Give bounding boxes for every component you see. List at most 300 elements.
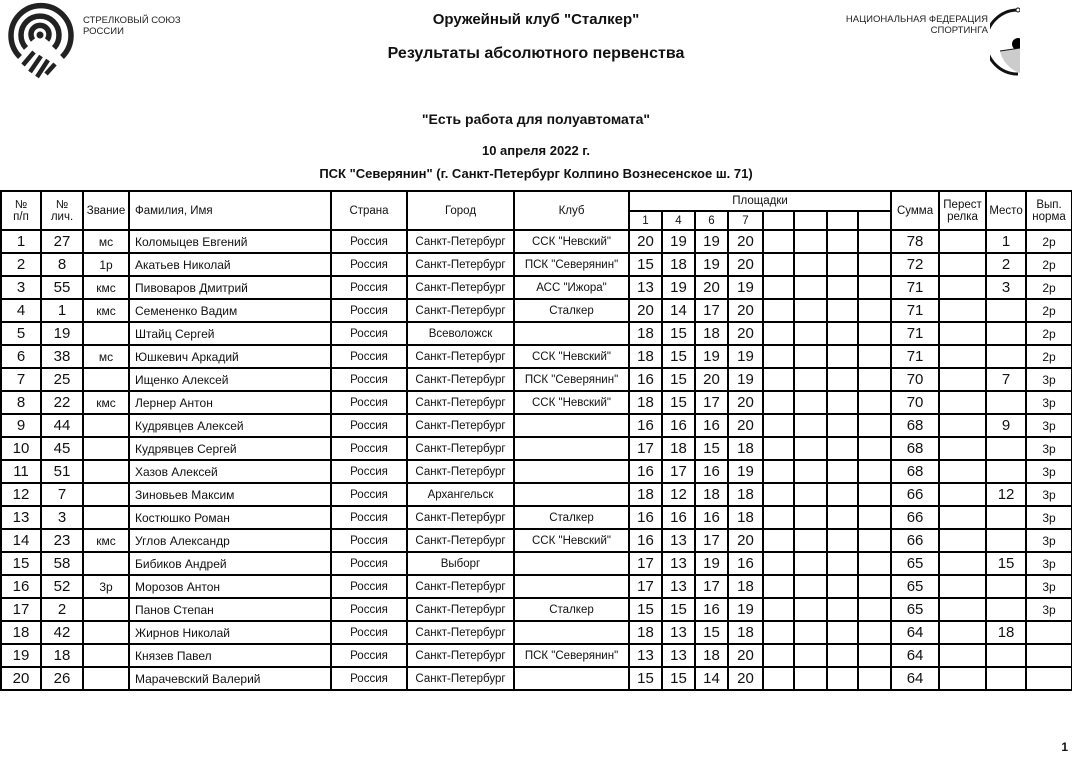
station-1-score: 16 [629, 506, 662, 529]
shootoff [939, 460, 986, 483]
station-empty [858, 253, 891, 276]
total-score: 72 [891, 253, 939, 276]
event-date: 10 апреля 2022 г. [481, 143, 591, 158]
rank: кмс [83, 391, 129, 414]
city: Санкт-Петербург [407, 368, 514, 391]
shootoff [939, 644, 986, 667]
norm-achieved: 3р [1026, 414, 1072, 437]
table-row [1, 667, 1072, 690]
shootoff [939, 299, 986, 322]
city: Санкт-Петербург [407, 598, 514, 621]
station-4-score: 16 [662, 506, 695, 529]
station-empty [827, 276, 858, 299]
row-num: 19 [1, 644, 41, 667]
station-7-score: 20 [728, 299, 763, 322]
table-row [1, 299, 1072, 322]
country: Россия [331, 667, 407, 690]
station-empty [763, 506, 794, 529]
col-shootoff-header [939, 191, 986, 230]
table-row [1, 414, 1072, 437]
station-7-score: 16 [728, 552, 763, 575]
shootoff [939, 575, 986, 598]
shootoff [939, 230, 986, 253]
rank [83, 368, 129, 391]
col-place-header: Место [986, 191, 1026, 230]
place [986, 598, 1026, 621]
station-empty [858, 644, 891, 667]
club: ССК "Невский" [514, 391, 629, 414]
station-empty [858, 552, 891, 575]
country: Россия [331, 483, 407, 506]
org-right-line1: НАЦИОНАЛЬНАЯ ФЕДЕРАЦИЯ [845, 14, 988, 25]
shootoff [939, 368, 986, 391]
station-6-score: 19 [695, 230, 728, 253]
participant-id: 25 [41, 368, 83, 391]
org-left-line2: РОССИИ [83, 26, 124, 37]
place [986, 460, 1026, 483]
country: Россия [331, 598, 407, 621]
shootoff [939, 437, 986, 460]
participant-id: 23 [41, 529, 83, 552]
country: Россия [331, 230, 407, 253]
total-score: 64 [891, 667, 939, 690]
col-rank-header: Звание [83, 191, 129, 230]
city: Всеволожск [407, 322, 514, 345]
participant-name: Кудрявцев Сергей [129, 437, 331, 460]
rank [83, 322, 129, 345]
norm-achieved: 3р [1026, 529, 1072, 552]
station-empty [827, 437, 858, 460]
club [514, 575, 629, 598]
col-norm-line2: норма [1032, 210, 1066, 223]
city: Санкт-Петербург [407, 230, 514, 253]
station-empty [763, 299, 794, 322]
place: 2 [986, 253, 1026, 276]
station-empty [763, 391, 794, 414]
col-stations-header: Площадки [629, 191, 891, 211]
country: Россия [331, 299, 407, 322]
station-6-score: 18 [695, 644, 728, 667]
station-empty [794, 276, 827, 299]
rank: кмс [83, 299, 129, 322]
rank: 1р [83, 253, 129, 276]
participant-name: Коломыцев Евгений [129, 230, 331, 253]
station-empty [794, 621, 827, 644]
station-empty [763, 483, 794, 506]
station-6-score: 20 [695, 276, 728, 299]
participant-id: 27 [41, 230, 83, 253]
station-1-score: 20 [629, 230, 662, 253]
station-empty [858, 621, 891, 644]
station-4-score: 13 [662, 644, 695, 667]
station-empty [763, 230, 794, 253]
place: 3 [986, 276, 1026, 299]
station-empty [794, 575, 827, 598]
place [986, 506, 1026, 529]
station-empty [763, 345, 794, 368]
col-norm-line1: Вып. [1036, 198, 1062, 211]
station-4-score: 16 [662, 414, 695, 437]
station-6-score: 14 [695, 667, 728, 690]
station-7-score: 19 [728, 368, 763, 391]
station-empty [763, 598, 794, 621]
station-label: 6 [695, 211, 728, 230]
rank: мс [83, 345, 129, 368]
station-label [763, 211, 794, 230]
station-1-score: 17 [629, 575, 662, 598]
club: Сталкер [514, 598, 629, 621]
station-1-score: 13 [629, 276, 662, 299]
club-title: Оружейный клуб "Сталкер" [432, 11, 640, 28]
rank [83, 644, 129, 667]
station-empty [858, 322, 891, 345]
station-empty [763, 253, 794, 276]
station-1-score: 18 [629, 391, 662, 414]
station-7-score: 20 [728, 644, 763, 667]
station-4-score: 15 [662, 345, 695, 368]
club: АСС "Ижора" [514, 276, 629, 299]
country: Россия [331, 414, 407, 437]
station-4-score: 14 [662, 299, 695, 322]
country: Россия [331, 621, 407, 644]
station-empty [794, 552, 827, 575]
rank [83, 437, 129, 460]
station-empty [763, 276, 794, 299]
station-empty [763, 368, 794, 391]
station-4-score: 15 [662, 322, 695, 345]
event-name: "Есть работа для полуавтомата" [421, 111, 651, 127]
table-row [1, 575, 1072, 598]
club: Сталкер [514, 299, 629, 322]
country: Россия [331, 253, 407, 276]
station-empty [794, 368, 827, 391]
participant-id: 2 [41, 598, 83, 621]
station-empty [827, 598, 858, 621]
station-1-score: 18 [629, 322, 662, 345]
norm-achieved: 2р [1026, 322, 1072, 345]
total-score: 68 [891, 437, 939, 460]
participant-name: Ищенко Алексей [129, 368, 331, 391]
station-empty [763, 529, 794, 552]
participant-id: 7 [41, 483, 83, 506]
city: Архангельск [407, 483, 514, 506]
station-4-score: 18 [662, 437, 695, 460]
station-6-score: 16 [695, 460, 728, 483]
norm-achieved: 3р [1026, 575, 1072, 598]
shootoff [939, 414, 986, 437]
shootoff [939, 529, 986, 552]
total-score: 65 [891, 598, 939, 621]
station-label: 7 [728, 211, 763, 230]
org-right-line2: СПОРТИНГА [930, 25, 988, 36]
station-empty [858, 460, 891, 483]
station-empty [794, 391, 827, 414]
club [514, 460, 629, 483]
station-4-score: 13 [662, 529, 695, 552]
club [514, 621, 629, 644]
place [986, 644, 1026, 667]
station-4-score: 15 [662, 368, 695, 391]
place [986, 667, 1026, 690]
station-empty [858, 506, 891, 529]
table-row [1, 276, 1072, 299]
station-4-score: 13 [662, 621, 695, 644]
station-4-score: 12 [662, 483, 695, 506]
participant-name: Юшкевич Аркадий [129, 345, 331, 368]
station-empty [858, 230, 891, 253]
norm-achieved: 2р [1026, 230, 1072, 253]
station-7-score: 20 [728, 414, 763, 437]
station-empty [763, 575, 794, 598]
participant-id: 51 [41, 460, 83, 483]
col-city-header: Город [407, 191, 514, 230]
participant-id: 45 [41, 437, 83, 460]
participant-id: 19 [41, 322, 83, 345]
station-empty [763, 437, 794, 460]
station-1-score: 17 [629, 552, 662, 575]
country: Россия [331, 322, 407, 345]
station-empty [827, 345, 858, 368]
norm-achieved: 3р [1026, 598, 1072, 621]
station-1-score: 16 [629, 529, 662, 552]
total-score: 71 [891, 299, 939, 322]
col-id-line2: лич. [50, 210, 74, 223]
country: Россия [331, 506, 407, 529]
total-score: 68 [891, 414, 939, 437]
col-shootoff-line1: Перест [943, 198, 982, 211]
col-club-header: Клуб [514, 191, 629, 230]
row-num: 3 [1, 276, 41, 299]
total-score: 65 [891, 552, 939, 575]
rank [83, 483, 129, 506]
org-left-line1: СТРЕЛКОВЫЙ СОЮЗ [83, 15, 181, 26]
station-7-score: 19 [728, 460, 763, 483]
station-7-score: 19 [728, 276, 763, 299]
club: ПСК "Северянин" [514, 368, 629, 391]
station-7-score: 18 [728, 437, 763, 460]
col-num-line1: № [14, 198, 28, 211]
club [514, 437, 629, 460]
total-score: 71 [891, 276, 939, 299]
total-score: 71 [891, 345, 939, 368]
norm-achieved: 2р [1026, 345, 1072, 368]
city: Санкт-Петербург [407, 276, 514, 299]
rank [83, 460, 129, 483]
station-empty [858, 368, 891, 391]
station-empty [794, 598, 827, 621]
station-7-score: 20 [728, 322, 763, 345]
city: Санкт-Петербург [407, 345, 514, 368]
station-6-score: 16 [695, 598, 728, 621]
club: ССК "Невский" [514, 529, 629, 552]
participant-id: 58 [41, 552, 83, 575]
station-4-score: 13 [662, 552, 695, 575]
station-6-score: 20 [695, 368, 728, 391]
row-num: 9 [1, 414, 41, 437]
row-num: 12 [1, 483, 41, 506]
shootoff [939, 506, 986, 529]
station-1-score: 15 [629, 598, 662, 621]
total-score: 64 [891, 621, 939, 644]
shootoff [939, 276, 986, 299]
row-num: 11 [1, 460, 41, 483]
station-6-score: 18 [695, 483, 728, 506]
shootoff [939, 667, 986, 690]
country: Россия [331, 276, 407, 299]
participant-id: 44 [41, 414, 83, 437]
participant-name: Пивоваров Дмитрий [129, 276, 331, 299]
header-row [1, 191, 1072, 211]
station-empty [794, 253, 827, 276]
station-7-score: 18 [728, 621, 763, 644]
participant-name: Штайц Сергей [129, 322, 331, 345]
row-num: 7 [1, 368, 41, 391]
club [514, 414, 629, 437]
station-4-score: 18 [662, 253, 695, 276]
shootoff [939, 621, 986, 644]
place [986, 529, 1026, 552]
city: Выборг [407, 552, 514, 575]
station-empty [794, 506, 827, 529]
participant-name: Кудрявцев Алексей [129, 414, 331, 437]
sporting-federation-logo-icon [990, 6, 1020, 76]
station-empty [794, 667, 827, 690]
norm-achieved [1026, 644, 1072, 667]
table-row [1, 506, 1072, 529]
col-country-header: Страна [331, 191, 407, 230]
place [986, 575, 1026, 598]
shootoff [939, 391, 986, 414]
country: Россия [331, 552, 407, 575]
row-num: 18 [1, 621, 41, 644]
total-score: 78 [891, 230, 939, 253]
participant-name: Лернер Антон [129, 391, 331, 414]
station-empty [858, 529, 891, 552]
total-score: 70 [891, 391, 939, 414]
page-number: 1 [1061, 740, 1068, 754]
row-num: 15 [1, 552, 41, 575]
table-row [1, 368, 1072, 391]
station-empty [763, 621, 794, 644]
rank [83, 506, 129, 529]
place: 12 [986, 483, 1026, 506]
station-empty [858, 414, 891, 437]
station-6-score: 16 [695, 414, 728, 437]
station-6-score: 18 [695, 322, 728, 345]
station-4-score: 19 [662, 276, 695, 299]
place [986, 437, 1026, 460]
station-empty [794, 644, 827, 667]
total-score: 65 [891, 575, 939, 598]
col-norm-header [1026, 191, 1072, 230]
station-6-score: 19 [695, 552, 728, 575]
city: Санкт-Петербург [407, 391, 514, 414]
city: Санкт-Петербург [407, 506, 514, 529]
rank: кмс [83, 529, 129, 552]
place: 9 [986, 414, 1026, 437]
place [986, 345, 1026, 368]
station-7-score: 20 [728, 391, 763, 414]
participant-id: 8 [41, 253, 83, 276]
place: 18 [986, 621, 1026, 644]
station-empty [858, 598, 891, 621]
table-row [1, 460, 1072, 483]
station-6-score: 17 [695, 299, 728, 322]
station-empty [794, 529, 827, 552]
station-1-score: 20 [629, 299, 662, 322]
col-shootoff-line2: релка [947, 210, 978, 223]
row-num: 13 [1, 506, 41, 529]
norm-achieved: 3р [1026, 391, 1072, 414]
row-num: 16 [1, 575, 41, 598]
station-empty [794, 345, 827, 368]
total-score: 66 [891, 483, 939, 506]
participant-name: Морозов Антон [129, 575, 331, 598]
table-row [1, 483, 1072, 506]
station-empty [827, 575, 858, 598]
table-row [1, 529, 1072, 552]
row-num: 8 [1, 391, 41, 414]
table-row [1, 621, 1072, 644]
row-num: 2 [1, 253, 41, 276]
participant-id: 18 [41, 644, 83, 667]
station-6-score: 19 [695, 253, 728, 276]
station-6-score: 19 [695, 345, 728, 368]
club [514, 667, 629, 690]
table-row [1, 437, 1072, 460]
club: ССК "Невский" [514, 345, 629, 368]
station-empty [827, 230, 858, 253]
participant-id: 3 [41, 506, 83, 529]
total-score: 66 [891, 529, 939, 552]
station-label: 1 [629, 211, 662, 230]
norm-achieved: 3р [1026, 460, 1072, 483]
station-4-score: 19 [662, 230, 695, 253]
station-empty [794, 460, 827, 483]
country: Россия [331, 575, 407, 598]
shootoff [939, 345, 986, 368]
norm-achieved: 3р [1026, 552, 1072, 575]
norm-achieved: 3р [1026, 506, 1072, 529]
station-label: 4 [662, 211, 695, 230]
row-num: 20 [1, 667, 41, 690]
participant-name: Акатьев Николай [129, 253, 331, 276]
station-1-score: 16 [629, 460, 662, 483]
participant-name: Марачевский Валерий [129, 667, 331, 690]
participant-name: Костюшко Роман [129, 506, 331, 529]
city: Санкт-Петербург [407, 575, 514, 598]
participant-name: Князев Павел [129, 644, 331, 667]
station-empty [827, 667, 858, 690]
station-1-score: 17 [629, 437, 662, 460]
col-num-line2: п/п [13, 210, 29, 223]
station-6-score: 17 [695, 391, 728, 414]
station-empty [827, 460, 858, 483]
city: Санкт-Петербург [407, 460, 514, 483]
station-empty [827, 368, 858, 391]
station-empty [858, 667, 891, 690]
station-empty [827, 299, 858, 322]
station-empty [827, 391, 858, 414]
participant-id: 1 [41, 299, 83, 322]
participant-id: 26 [41, 667, 83, 690]
station-empty [858, 345, 891, 368]
station-empty [858, 437, 891, 460]
table-row [1, 552, 1072, 575]
table-row [1, 598, 1072, 621]
total-score: 70 [891, 368, 939, 391]
rank: мс [83, 230, 129, 253]
